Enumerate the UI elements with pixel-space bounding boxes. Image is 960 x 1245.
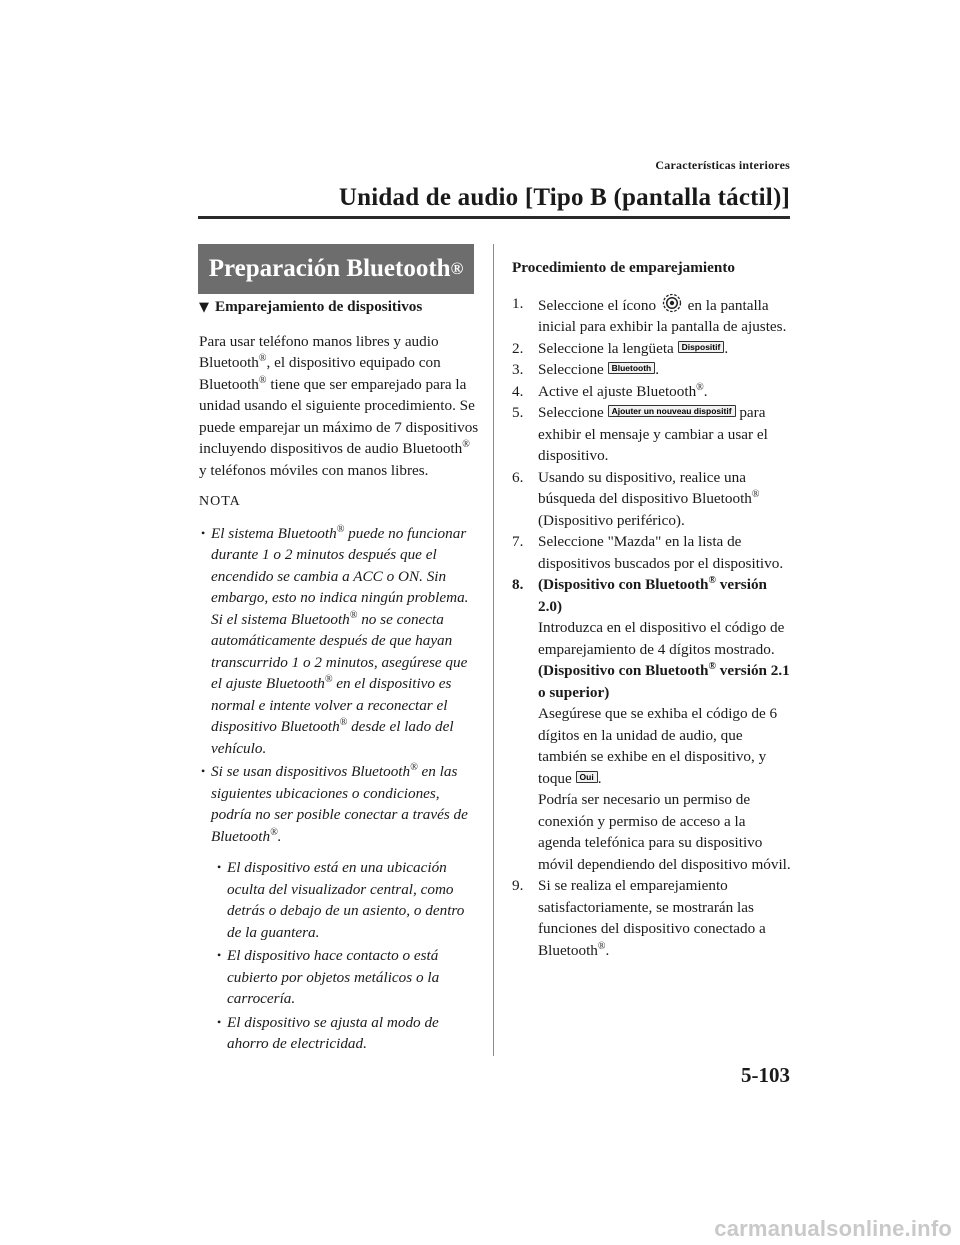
step-number: 6. xyxy=(512,468,524,486)
step-number: 7. xyxy=(512,533,524,550)
procedure-step: 1. Seleccione el ícono en la pantalla inicial para exhibir la pantalla de ajustes. xyxy=(512,294,787,335)
step-number: 2. xyxy=(512,339,524,357)
note-title: NOTA xyxy=(199,494,241,509)
step-number: 8. xyxy=(512,576,524,593)
section-banner-title: Preparación Bluetooth xyxy=(208,255,451,282)
step-number: 5. xyxy=(512,404,524,421)
bullet-dot-icon: • xyxy=(201,764,206,778)
sub-bullet: • El dispositivo hace contacto o está cubierto por objetos metálicos o la carrocería. xyxy=(217,947,440,1007)
procedure-title: Procedimiento de emparejamiento xyxy=(512,259,735,276)
step-number: 1. xyxy=(512,294,524,312)
step-heading: (Dispositivo con Bluetooth® versión 2.0) xyxy=(538,574,767,615)
subsection-heading xyxy=(199,296,481,319)
step-number: 4. xyxy=(512,382,524,400)
step-number: 9. xyxy=(512,877,524,894)
sub-bullet: • El dispositivo está en una ubicación oculta del visualizador central, como detrás o debajo de un asiento, o dentro de la guantera. xyxy=(217,859,465,941)
subsection-title: Emparejamiento de dispositivos xyxy=(215,298,423,315)
sub-bullet-list xyxy=(199,857,481,1055)
step-number: 3. xyxy=(512,361,524,378)
procedure-step: 4. Active el ajuste Bluetooth®. xyxy=(512,381,792,403)
procedure-step xyxy=(512,574,792,875)
sub-bullet: • El dispositivo se ajusta al modo de ahorro de electricidad. xyxy=(217,1013,439,1052)
column-divider xyxy=(493,244,494,1056)
note-bullet: • El sistema Bluetooth® puede no funcionar durante 1 o 2 minutos después que el encendido se cambia a ACC o ON. Sin embargo, esto no indica ningún problema. Si el sistema Bluetooth® no se conecta automáticamente después de que hayan transcurrido 1 o 2 minutos, asegúrese que el ajuste Bluetooth® en el dispositivo es normal e intente volver a reconectar el dispositivo Bluetooth® desde el lado del vehículo. xyxy=(201,523,469,757)
oui-button: Oui xyxy=(576,771,598,783)
procedure-step: 3. Seleccione Bluetooth . xyxy=(512,359,792,381)
note-bullet: • Si se usan dispositivos Bluetooth® en las siguientes ubicaciones o condiciones, podría no ser posible conectar a través de Bluetooth®. xyxy=(201,761,468,845)
procedure-step: 2. Seleccione la lengüeta Dispositif . xyxy=(512,338,792,360)
bullet-dot-icon: • xyxy=(217,1014,222,1029)
step-heading: (Dispositivo con Bluetooth® versión 2.1 o superior) xyxy=(538,660,790,701)
page-number: 5-103 xyxy=(741,1063,790,1087)
procedure-step: 7. Seleccione "Mazda" en la lista de dispositivos buscados por el dispositivo. xyxy=(512,533,784,572)
page-header-title: Unidad de audio [Tipo B (pantalla táctil)] xyxy=(338,184,790,211)
step-paragraph: Introduzca en el dispositivo el código de emparejamiento de 4 dígitos mostrado. xyxy=(538,619,785,658)
down-triangle-icon: ▼ xyxy=(199,300,209,315)
procedure-step: 9. Si se realiza el emparejamiento satisfactoriamente, se mostrarán las funciones del dispositivo conectado a Bluetooth®. xyxy=(512,877,766,959)
footer-watermark[interactable]: carmanualsonline.info xyxy=(714,1216,952,1241)
settings-gear-icon xyxy=(662,293,682,313)
right-column xyxy=(512,257,792,961)
dispositif-tab-button: Dispositif xyxy=(678,341,725,353)
step-paragraph: Asegúrese que se exhiba el código de 6 dígitos en la unidad de audio, que también se exhibe en el dispositivo, y toque Oui . xyxy=(538,705,778,787)
intro-paragraph: Para usar teléfono manos libres y audio Bluetooth®, el dispositivo equipado con Bluetooth® tiene que ser emparejado para la unidad usando el siguiente procedimiento. Se puede emparejar un máximo de 7 dispositivos incluyendo dispositivos de audio Bluetooth® y teléfonos móviles con manos libres. xyxy=(199,332,479,479)
left-column xyxy=(199,296,481,1057)
bullet-dot-icon: • xyxy=(217,948,222,962)
procedure-step: 6. Usando su dispositivo, realice una búsqueda del dispositivo Bluetooth® (Dispositivo periférico). xyxy=(512,468,760,529)
header-rule xyxy=(198,216,790,219)
header-section-label: Características interiores xyxy=(655,158,790,172)
add-device-button: Ajouter un nouveau dispositif xyxy=(608,405,736,417)
procedure-step: 5. Seleccione Ajouter un nouveau dispositif para exhibir el mensaje y cambiar a usar el dispositivo. xyxy=(512,404,768,464)
bullet-dot-icon: • xyxy=(201,525,206,540)
step-paragraph: Podría ser necesario un permiso de conexión y permiso de acceso a la agenda telefónica para su dispositivo móvil dependiendo del dispositivo móvil. xyxy=(538,791,791,873)
bluetooth-button: Bluetooth xyxy=(608,362,656,374)
bullet-dot-icon: • xyxy=(217,860,222,874)
section-banner: Preparación Bluetooth ® xyxy=(198,244,474,294)
